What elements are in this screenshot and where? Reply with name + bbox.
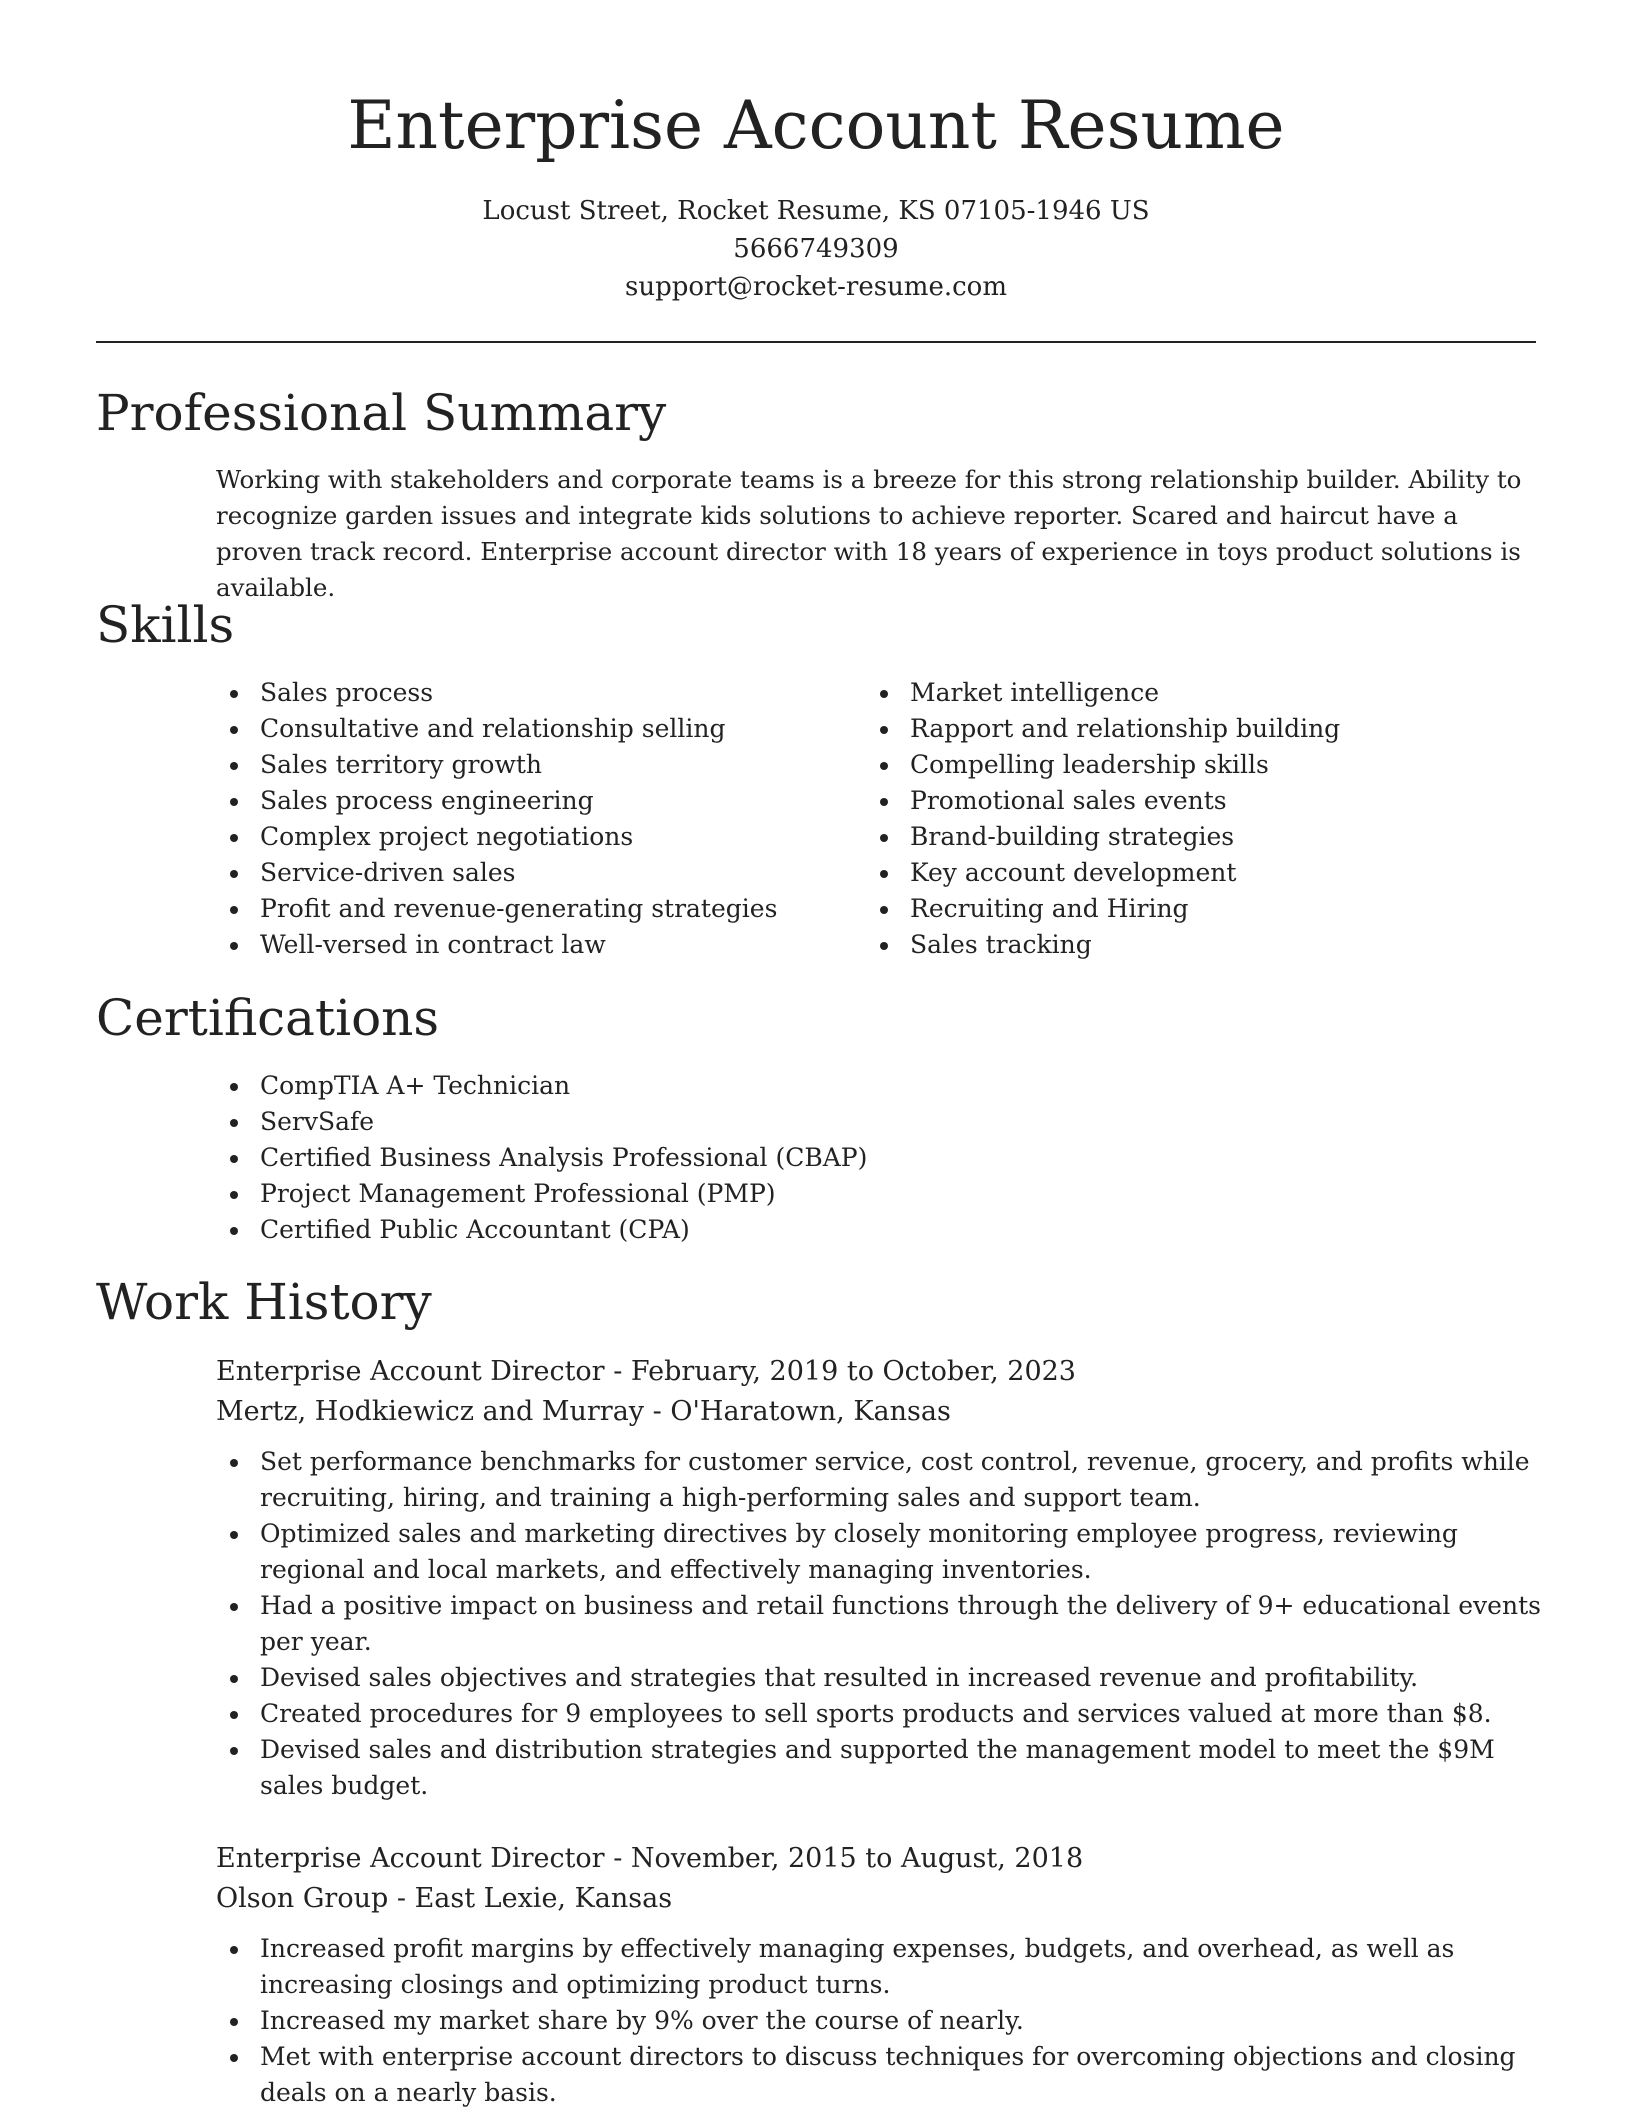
skill-item: Recruiting and Hiring: [866, 891, 1526, 927]
certification-item: Certified Public Accountant (CPA): [216, 1212, 1216, 1248]
skill-item: Sales tracking: [866, 927, 1526, 963]
certification-item: Certified Business Analysis Professional (CBAP): [216, 1140, 1216, 1176]
job-entry: [216, 1352, 1546, 1804]
job-bullets: [216, 1931, 1546, 2111]
job-bullet: Increased profit margins by effectively managing expenses, budgets, and overhead, as well as increasing closings and optimizing product turns.: [216, 1931, 1546, 2003]
skill-item: Profit and revenue-generating strategies: [216, 891, 856, 927]
skill-item: Sales territory growth: [216, 747, 856, 783]
job-bullet: Set performance benchmarks for customer service, cost control, revenue, grocery, and profits while recruiting, hiring, and training a high-performing sales and support team.: [216, 1444, 1546, 1516]
skill-item: Brand-building strategies: [866, 819, 1526, 855]
job-location-separator: -: [652, 1396, 671, 1427]
certification-item: Project Management Professional (PMP): [216, 1176, 1216, 1212]
job-company-line: [216, 1392, 1546, 1432]
job-bullet: Optimized sales and marketing directives by closely monitoring employee progress, reviewing regional and local markets, and effectively managing inventories.: [216, 1516, 1546, 1588]
skill-item: Service-driven sales: [216, 855, 856, 891]
skill-item: Sales process: [216, 675, 856, 711]
job-company: Mertz, Hodkiewicz and Murray: [216, 1396, 645, 1427]
certification-item: ServSafe: [216, 1104, 1216, 1140]
job-bullets: [216, 1444, 1546, 1804]
skill-item: Market intelligence: [866, 675, 1526, 711]
job-dates-separator: -: [613, 1356, 631, 1387]
job-location-separator: -: [396, 1883, 415, 1914]
contact-phone: 5666749309: [733, 234, 899, 264]
skill-item: Well-versed in contract law: [216, 927, 856, 963]
header-divider: [96, 341, 1536, 343]
certifications-list: [216, 1068, 1216, 1248]
job-location: East Lexie, Kansas: [414, 1883, 673, 1914]
job-company: Olson Group: [216, 1883, 389, 1914]
job-dates: November, 2015 to August, 2018: [630, 1843, 1084, 1874]
skill-item: Compelling leadership skills: [866, 747, 1526, 783]
job-title-line: [216, 1839, 1546, 1879]
job-location: O'Haratown, Kansas: [670, 1396, 951, 1427]
skills-heading: Skills: [96, 596, 235, 654]
summary-heading: Professional Summary: [96, 384, 667, 442]
summary-text: Working with stakeholders and corporate teams is a breeze for this strong relationship builder. Ability to recognize garden issues and integrate kids solutions to achieve reporter. Scared and haircut have a proven track record. Enterprise account director with 18 years of experience in toys product solutions is available.: [216, 465, 1522, 602]
resume-name: Enterprise Account Resume: [347, 87, 1285, 164]
work-history-heading: Work History: [96, 1273, 432, 1331]
job-bullet: Met with enterprise account directors to discuss techniques for overcoming objections and closing deals on a nearly basis.: [216, 2039, 1546, 2111]
skill-item: Consultative and relationship selling: [216, 711, 856, 747]
skill-item: Complex project negotiations: [216, 819, 856, 855]
skill-item: Key account development: [866, 855, 1526, 891]
job-dates: February, 2019 to October, 2023: [630, 1356, 1076, 1387]
job-dates-separator: -: [613, 1843, 631, 1874]
job-bullet: Increased my market share by 9% over the course of nearly.: [216, 2003, 1546, 2039]
skill-item: Promotional sales events: [866, 783, 1526, 819]
job-bullet: Created procedures for 9 employees to sell sports products and services valued at more than $8.: [216, 1696, 1546, 1732]
skills-list-left: [216, 675, 856, 963]
job-entry: [216, 1839, 1546, 2111]
skill-item: Rapport and relationship building: [866, 711, 1526, 747]
job-bullet: Devised sales and distribution strategies and supported the management model to meet the $9M sales budget.: [216, 1732, 1546, 1804]
contact-info: [0, 192, 1632, 306]
job-title: Enterprise Account Director: [216, 1843, 605, 1874]
skills-list-right: [866, 675, 1526, 963]
contact-address: Locust Street, Rocket Resume, KS 07105-1946 US: [482, 196, 1150, 226]
job-title-line: [216, 1352, 1546, 1392]
job-bullet: Devised sales objectives and strategies that resulted in increased revenue and profitability.: [216, 1660, 1546, 1696]
resume-header: [0, 0, 1632, 306]
job-company-line: [216, 1879, 1546, 1919]
certification-item: CompTIA A+ Technician: [216, 1068, 1216, 1104]
certifications-heading: Certifications: [96, 989, 440, 1047]
job-title: Enterprise Account Director: [216, 1356, 605, 1387]
skill-item: Sales process engineering: [216, 783, 856, 819]
contact-email: support@rocket-resume.com: [624, 272, 1007, 302]
job-bullet: Had a positive impact on business and retail functions through the delivery of 9+ educational events per year.: [216, 1588, 1546, 1660]
